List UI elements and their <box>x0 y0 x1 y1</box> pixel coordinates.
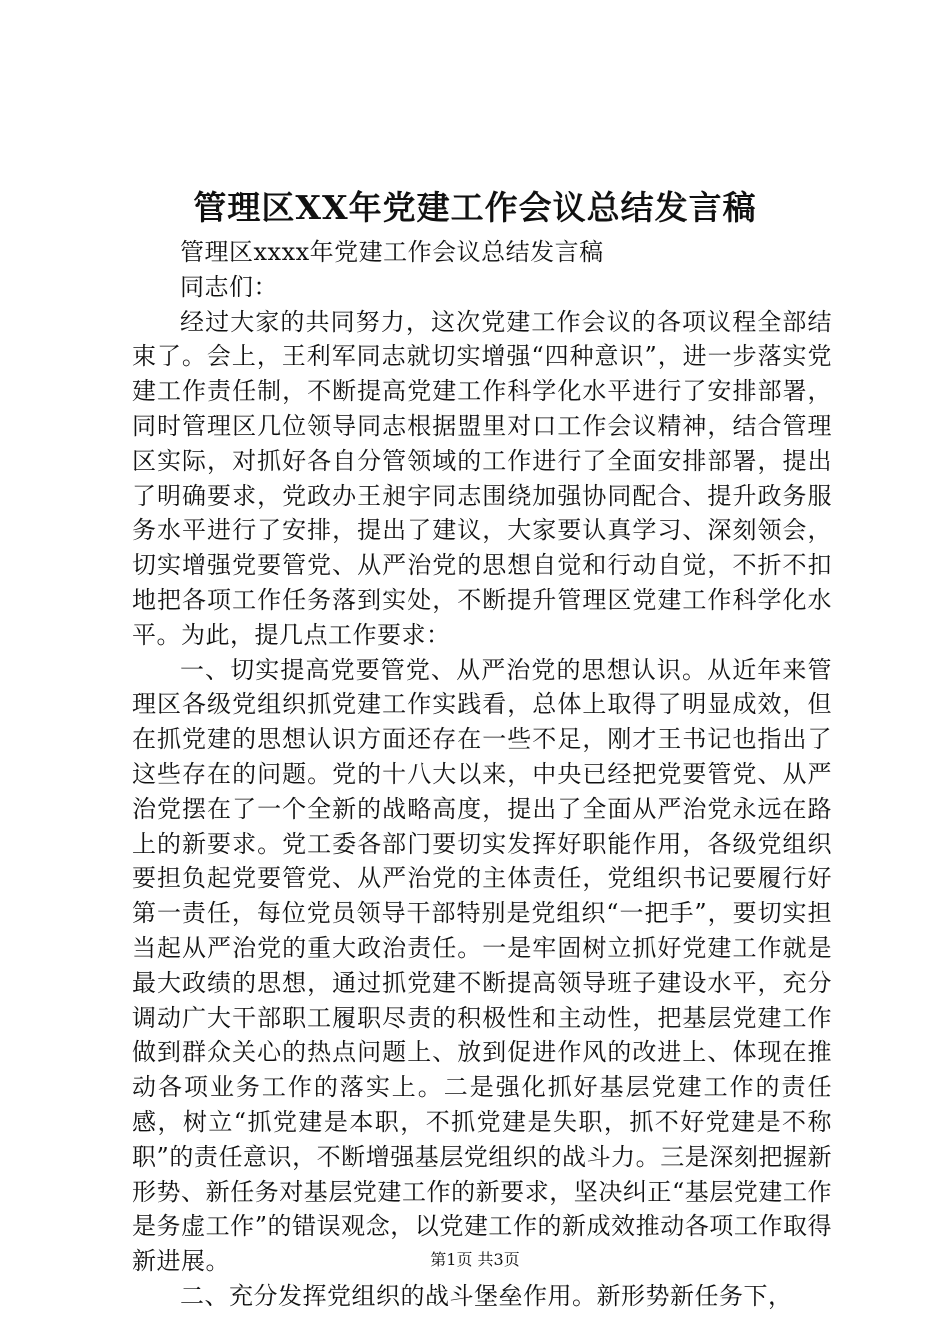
document-body <box>132 235 832 1314</box>
salutation: 同志们： <box>180 272 278 301</box>
paragraph-section-2: 二、充分发挥党组织的战斗堡垒作用。新形势新任务下， <box>180 1281 793 1310</box>
paragraph-intro: 经过大家的共同努力，这次党建工作会议的各项议程全部结束了。会上，王利军同志就切实增强“四种意识”，进一步落实党建工作责任制，不断提高党建工作科学化水平进行了安排部署，同时管理区几位领导同志根据盟里对口工作会议精神，结合管理区实际，对抓好各自分管领域的工作进行了全面安排部署，提出了明确要求，党政办王昶宇同志围绕加强协同配合、提升政务服务水平进行了安排，提出了建议，大家要认真学习、深刻领会，切实增强党要管党、从严治党的思想自觉和行动自觉，不折不扣地把各项工作任务落到实处，不断提升管理区党建工作科学化水平。为此，提几点工作要求： <box>132 307 832 649</box>
paragraph-section-1: 一、切实提高党要管党、从严治党的思想认识。从近年来管理区各级党组织抓党建工作实践看，总体上取得了明显成效，但在抓党建的思想认识方面还存在一些不足，刚才王书记也指出了这些存在的问题。党的十八大以来，中央已经把党要管党、从严治党摆在了一个全新的战略高度，提出了全面从严治党永远在路上的新要求。党工委各部门要切实发挥好职能作用，各级党组织要担负起党要管党、从严治党的主体责任，党组织书记要履行好第一责任，每位党员领导干部特别是党组织“一把手”，要切实担当起从严治党的重大政治责任。一是牢固树立抓好党建工作就是最大政绩的思想，通过抓党建不断提高领导班子建设水平，充分调动广大干部职工履职尽责的积极性和主动性，把基层党建工作做到群众关心的热点问题上、放到促进作风的改进上、体现在推动各项业务工作的落实上。二是强化抓好基层党建工作的责任感，树立“抓党建是本职，不抓党建是失职，抓不好党建是不称职”的责任意识，不断增强基层党组织的战斗力。三是深刻把握新形势、新任务对基层党建工作的新要求，坚决纠正“基层党建工作是务虚工作”的错误观念，以党建工作的新成效推动各项工作取得新进展。 <box>132 655 832 1276</box>
page-number-footer: 第1页 共3页 <box>430 1250 520 1269</box>
document-title: 管理区XX年党建工作会议总结发言稿 <box>193 188 757 227</box>
document-subtitle: 管理区xxxx年党建工作会议总结发言稿 <box>180 238 604 266</box>
